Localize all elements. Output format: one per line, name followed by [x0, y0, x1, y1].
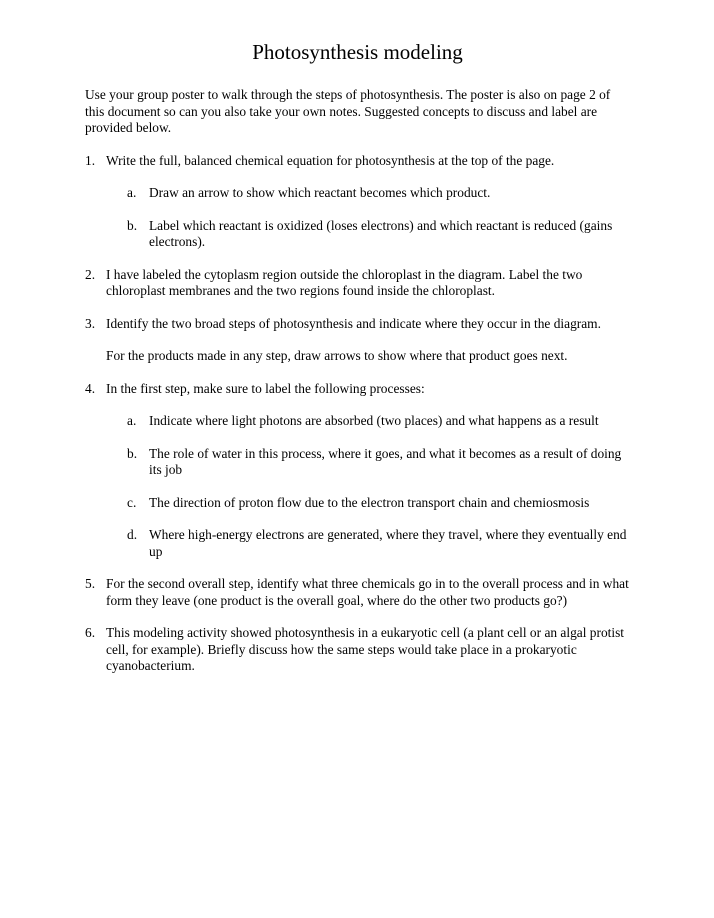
item-text: Write the full, balanced chemical equation for photosynthesis at the top of the page.	[106, 152, 555, 168]
item-number: 6.	[85, 625, 96, 640]
item-number: 3.	[85, 315, 96, 331]
sub-item-letter: c.	[127, 494, 137, 510]
item-number: 1.	[85, 152, 96, 168]
list-item	[85, 316, 630, 365]
item-text: Identify the two broad steps of photosynthesis and indicate where they occur in the diagram.	[106, 315, 601, 331]
item-text: This modeling activity showed photosynthesis in a eukaryotic cell (a plant cell or an algal protist cell, for example). Briefly discuss how the same steps would take place in a prokaryotic cyanobacterium.	[106, 625, 625, 673]
sub-item-text: Where high-energy electrons are generated, where they travel, where they eventually end up	[149, 527, 627, 559]
sub-item-letter: a.	[127, 185, 137, 200]
sub-item-letter: a.	[127, 413, 137, 428]
sub-list-item	[106, 495, 630, 512]
sub-item-text: The direction of proton flow due to the electron transport chain and chemiosmosis	[149, 494, 590, 510]
sub-item-text: Draw an arrow to show which reactant becomes which product.	[149, 185, 491, 200]
page-title: Photosynthesis modeling	[252, 40, 463, 64]
item-text: For the second overall step, identify what three chemicals go in to the overall process and in what form they leave (one product is the overall goal, where do the other two products go?)	[106, 576, 629, 608]
sub-list-item	[106, 413, 630, 430]
list-item	[85, 576, 630, 609]
sub-item-letter: d.	[127, 527, 138, 542]
item-text: I have labeled the cytoplasm region outside the chloroplast in the diagram. Label the two chloroplast membranes and the two regions found inside the chloroplast.	[106, 266, 583, 298]
sub-item-letter: b.	[127, 445, 138, 461]
list-item	[85, 153, 630, 251]
sub-list-item	[106, 446, 630, 479]
sub-list	[106, 413, 630, 560]
sub-item-text: The role of water in this process, where it goes, and what it becomes as a result of doing its job	[149, 445, 622, 477]
item-text: In the first step, make sure to label the following processes:	[106, 380, 425, 396]
item-number: 4.	[85, 380, 96, 396]
sub-item-text: Label which reactant is oxidized (loses electrons) and which reactant is reduced (gains electrons).	[149, 217, 613, 249]
sub-list-item	[106, 185, 630, 202]
question-list	[85, 153, 630, 675]
list-item	[85, 625, 630, 675]
sub-list	[106, 185, 630, 251]
intro-paragraph: Use your group poster to walk through the steps of photosynthesis. The poster is also on page 2 of this document so can you also take your own notes. Suggested concepts to discuss and label are provided below.	[85, 87, 611, 135]
sub-item-letter: b.	[127, 217, 138, 233]
item-number: 2.	[85, 266, 96, 282]
list-item	[85, 267, 630, 300]
sub-list-item	[106, 218, 630, 251]
sub-item-text: Indicate where light photons are absorbed (two places) and what happens as a result	[149, 413, 599, 428]
sub-list-item	[106, 527, 630, 560]
item-extra-text: For the products made in any step, draw arrows to show where that product goes next.	[106, 348, 568, 363]
item-number: 5.	[85, 576, 96, 591]
list-item	[85, 381, 630, 561]
